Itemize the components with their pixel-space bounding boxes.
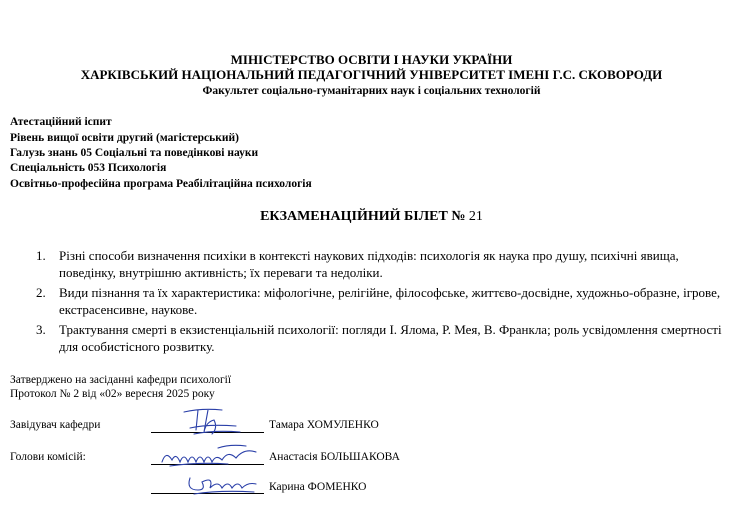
- signature-stroke: [184, 409, 240, 434]
- faculty-title: Факультет соціально-гуманітарних наук і соціальних технологій: [202, 85, 541, 97]
- knowledge-field: Галузь знань 05 Соціальні та поведінкові науки: [10, 147, 259, 159]
- approval-statement: Затверджено на засіданні кафедри психології: [10, 374, 232, 386]
- question-number: 3.: [36, 322, 46, 337]
- head-of-department-label: Завідувач кафедри: [10, 419, 101, 431]
- exam-type: Атестаційний іспит: [10, 116, 112, 128]
- question-text: Види пізнання та їх характеристика: міфологічне, релігійне, філософське, життєво-досвідне, художньо-образне, ігрове, екстрасенсивне, наукове.: [59, 285, 721, 317]
- ministry-title: МІНІСТЕРСТВО ОСВІТИ І НАУКИ УКРАЇНИ: [230, 52, 513, 67]
- university-title: ХАРКІВСЬКИЙ НАЦІОНАЛЬНИЙ ПЕДАГОГІЧНИЙ УНІВЕРСИТЕТ ІМЕНІ Г.С. СКОВОРОДИ: [80, 67, 663, 82]
- education-program: Освітньо-професійна програма Реабілітаційна психологія: [10, 178, 312, 190]
- head-of-department-name: Тамара ХОМУЛЕНКО: [269, 419, 379, 431]
- ticket-number: 21: [468, 209, 483, 224]
- handwritten-signature-head: [178, 404, 248, 438]
- commission-member-name: Анастасія БОЛЬШАКОВА: [269, 451, 400, 463]
- handwritten-signature-member-1: [158, 440, 262, 470]
- commission-heads-label: Голови комісій:: [10, 451, 86, 463]
- handwritten-signature-member-2: [184, 470, 260, 498]
- approval-protocol: Протокол № 2 від «02» вересня 2025 року: [10, 388, 215, 400]
- question-text: Трактування смерті в екзистенціальній психології: погляди І. Ялома, Р. Мея, В. Франкла; роль усвідомлення смертності для особистісного розвитку.: [59, 322, 722, 354]
- question-number: 2.: [36, 285, 46, 300]
- question-number: 1.: [36, 248, 46, 263]
- specialty: Спеціальність 053 Психологія: [10, 162, 167, 174]
- signature-stroke: [189, 478, 256, 494]
- question-text: Різні способи визначення психіки в контексті наукових підходів: психологія як наука про душу, психічні явища, поведінку, внутрішню активність; їх переваги та недоліки.: [59, 248, 679, 280]
- ticket-title: ЕКЗАМЕНАЦІЙНИЙ БІЛЕТ №: [260, 209, 466, 224]
- education-level: Рівень вищої освіти другий (магістерський): [10, 132, 239, 144]
- ticket-heading: [0, 209, 743, 225]
- commission-member-name: Карина ФОМЕНКО: [269, 481, 367, 493]
- signature-stroke: [162, 445, 256, 466]
